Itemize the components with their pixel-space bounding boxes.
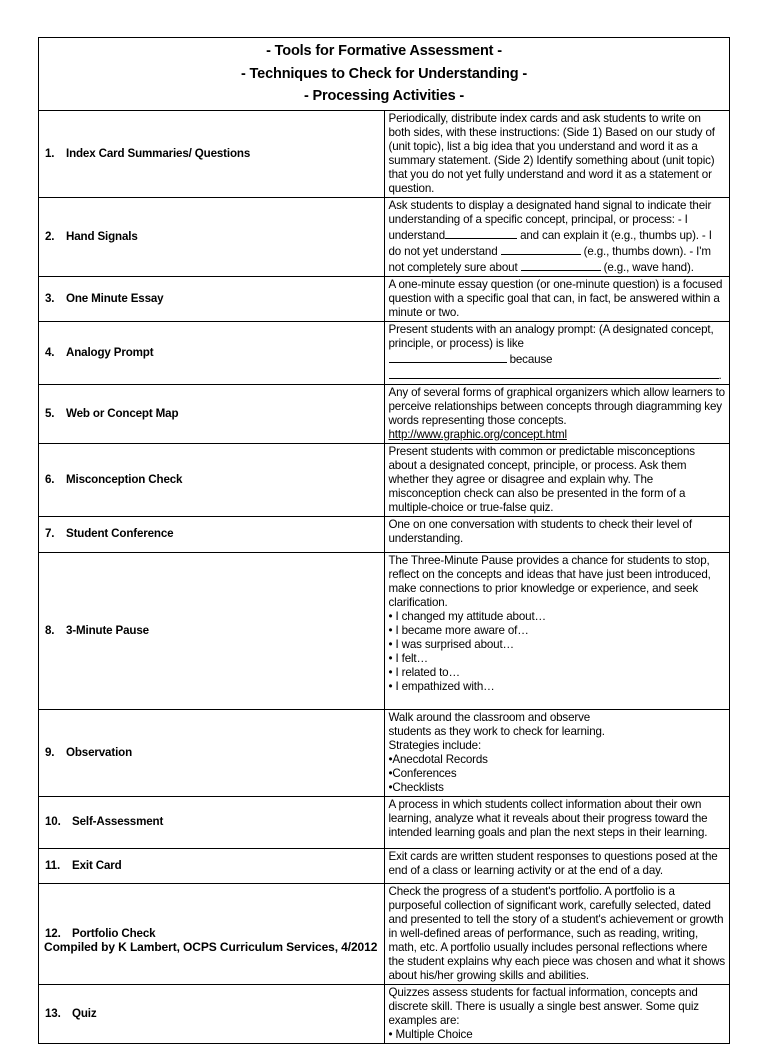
list-item: • I changed my attitude about…	[388, 609, 546, 623]
list-item: •Checklists	[388, 780, 444, 794]
desc-part: (e.g., wave hand).	[600, 260, 694, 274]
row-label	[39, 516, 385, 552]
table-row	[39, 110, 730, 197]
row-description	[384, 197, 730, 276]
table-header	[39, 38, 730, 111]
row-number: 9.	[45, 745, 55, 759]
row-description	[384, 321, 730, 384]
desc-part: (e.g., thumbs down). - I'm not completely sure about	[388, 244, 711, 274]
table-row	[39, 443, 730, 516]
row-title: Self-Assessment	[72, 815, 164, 828]
row-label	[39, 709, 385, 796]
row-label	[39, 552, 385, 709]
row-title: Analogy Prompt	[66, 345, 154, 359]
desc-part: Present students with an analogy prompt: (A designated concept, principle, or process) is like	[388, 322, 714, 350]
row-description: Present students with common or predictable misconceptions about a designated concept, principle, or process. Ask them whether they agree or disagree and explain why. The misconception check can also be presented in the form of a multiple-choice or true-false quiz.	[384, 443, 730, 516]
list-item: • I empathized with…	[388, 679, 495, 693]
row-description: A one-minute essay question (or one-minute question) is a focused question with a specific goal that can, in fact, be answered within a minute or two.	[384, 276, 730, 321]
desc-part: and can explain it (e.g., thumbs up). - I do not yet understand	[388, 228, 712, 258]
footer-credit: Compiled by K Lambert, OCPS Curriculum Services, 4/2012	[44, 940, 378, 954]
desc-part: The Three-Minute Pause provides a chance for students to stop, reflect on the concepts and ideas that have just been introduced, make connections to prior knowledge or experience, and seek clarification.	[388, 553, 711, 609]
row-title: Exit Card	[72, 858, 122, 872]
row-label	[39, 984, 385, 1043]
row-number: 2.	[45, 229, 55, 243]
row-number: 5.	[45, 406, 55, 420]
assessment-table	[38, 37, 730, 1044]
table-row	[39, 516, 730, 552]
bullet-list	[389, 1028, 726, 1042]
row-description: Exit cards are written student responses to questions posed at the end of a class or learning activity or at the end of a day.	[384, 848, 730, 883]
header-section: - Processing Activities -	[303, 88, 465, 104]
header-subtitle: - Techniques to Check for Understanding -	[240, 65, 528, 82]
row-title: Index Card Summaries/ Questions	[66, 146, 251, 160]
row-label	[39, 796, 385, 848]
list-item: •Conferences	[388, 766, 457, 780]
row-label	[39, 110, 385, 197]
list-item: • I related to…	[388, 665, 460, 679]
row-title: One Minute Essay	[66, 291, 164, 305]
desc-part: because	[506, 352, 553, 366]
row-description	[384, 709, 730, 796]
fill-blank	[521, 259, 601, 271]
row-description: A process in which students collect information about their own learning, analyze what it reveals about their progress toward the intended learning goals and plan the next steps in their learning.	[384, 796, 730, 848]
row-number: 8.	[45, 623, 55, 637]
row-description	[384, 384, 730, 443]
list-item: • I became more aware of…	[388, 623, 529, 637]
row-label	[39, 321, 385, 384]
fill-blank	[501, 243, 581, 255]
row-description: Check the progress of a student's portfolio. A portfolio is a purposeful collection of significant work, carefully selected, dated and presented to tell the story of a student's achievement or growth in well-defined areas of performance, such as reading, writing, math, etc. A portfolio usually includes personal reflections where the student explains why each piece was chosen and what it shows about his/her growing skills and abilities.	[384, 883, 730, 984]
row-description	[384, 984, 730, 1043]
row-number: 4.	[45, 345, 55, 359]
bullet-list	[389, 610, 726, 694]
table-row	[39, 796, 730, 848]
row-label	[39, 883, 385, 984]
table-row	[39, 197, 730, 276]
table-row	[39, 552, 730, 709]
row-title: Portfolio Check	[72, 926, 156, 940]
row-title: 3-Minute Pause	[66, 623, 149, 637]
row-title: Quiz	[72, 1006, 97, 1020]
row-number: 12.	[45, 926, 61, 940]
row-number: 7.	[45, 527, 55, 540]
row-number: 6.	[45, 472, 55, 486]
row-label	[39, 384, 385, 443]
fill-blank	[389, 367, 719, 379]
row-title: Web or Concept Map	[66, 406, 179, 420]
table-row	[39, 276, 730, 321]
row-number: 13.	[45, 1006, 61, 1020]
row-number: 3.	[45, 291, 55, 305]
row-title: Observation	[66, 745, 132, 759]
row-label	[39, 848, 385, 883]
concept-map-link[interactable]: http://www.graphic.org/concept.html	[388, 427, 567, 441]
list-item: • Multiple Choice	[388, 1027, 473, 1041]
row-number: 11.	[45, 858, 61, 872]
desc-part: Any of several forms of graphical organizers which allow learners to perceive relationships between concepts through diagramming key words representing those concepts.	[388, 385, 725, 427]
row-label	[39, 276, 385, 321]
row-label	[39, 197, 385, 276]
row-title: Misconception Check	[66, 472, 183, 486]
table-header-row	[39, 38, 730, 111]
list-item: • I felt…	[388, 651, 428, 665]
header-title: - Tools for Formative Assessment -	[266, 43, 502, 59]
row-label	[39, 443, 385, 516]
row-title: Student Conference	[66, 527, 174, 540]
row-description: Periodically, distribute index cards and ask students to write on both sides, with these instructions: (Side 1) Based on our study of (unit topic), list a big idea that you understand and word it as a summary statement. (Side 2) Identify something about (unit topic) that you do not yet fully understand and word it as a statement or question.	[384, 110, 730, 197]
table-row	[39, 384, 730, 443]
table-row	[39, 709, 730, 796]
list-item: •Anecdotal Records	[388, 752, 488, 766]
desc-part: Ask students to display a designated hand signal to indicate their understanding of a specific concept, principal, or process: - I understand	[388, 198, 712, 242]
row-title: Hand Signals	[66, 229, 138, 243]
table-row	[39, 984, 730, 1043]
fill-blank	[389, 351, 507, 363]
row-number: 1.	[45, 146, 55, 160]
desc-part: .	[718, 368, 722, 382]
table-row	[39, 321, 730, 384]
row-description: One on one conversation with students to check their level of understanding.	[384, 516, 730, 552]
desc-part: Walk around the classroom and observe students as they work to check for learning. Strategies include:	[388, 710, 605, 752]
fill-blank	[445, 227, 517, 239]
table-row	[39, 848, 730, 883]
bullet-list	[389, 753, 726, 795]
table-row	[39, 883, 730, 984]
list-item: • I was surprised about…	[388, 637, 514, 651]
row-description	[384, 552, 730, 709]
row-number: 10.	[45, 815, 61, 828]
desc-part: Quizzes assess students for factual information, concepts and discrete skill. There is usually a single best answer. Some quiz examples are:	[388, 985, 699, 1027]
